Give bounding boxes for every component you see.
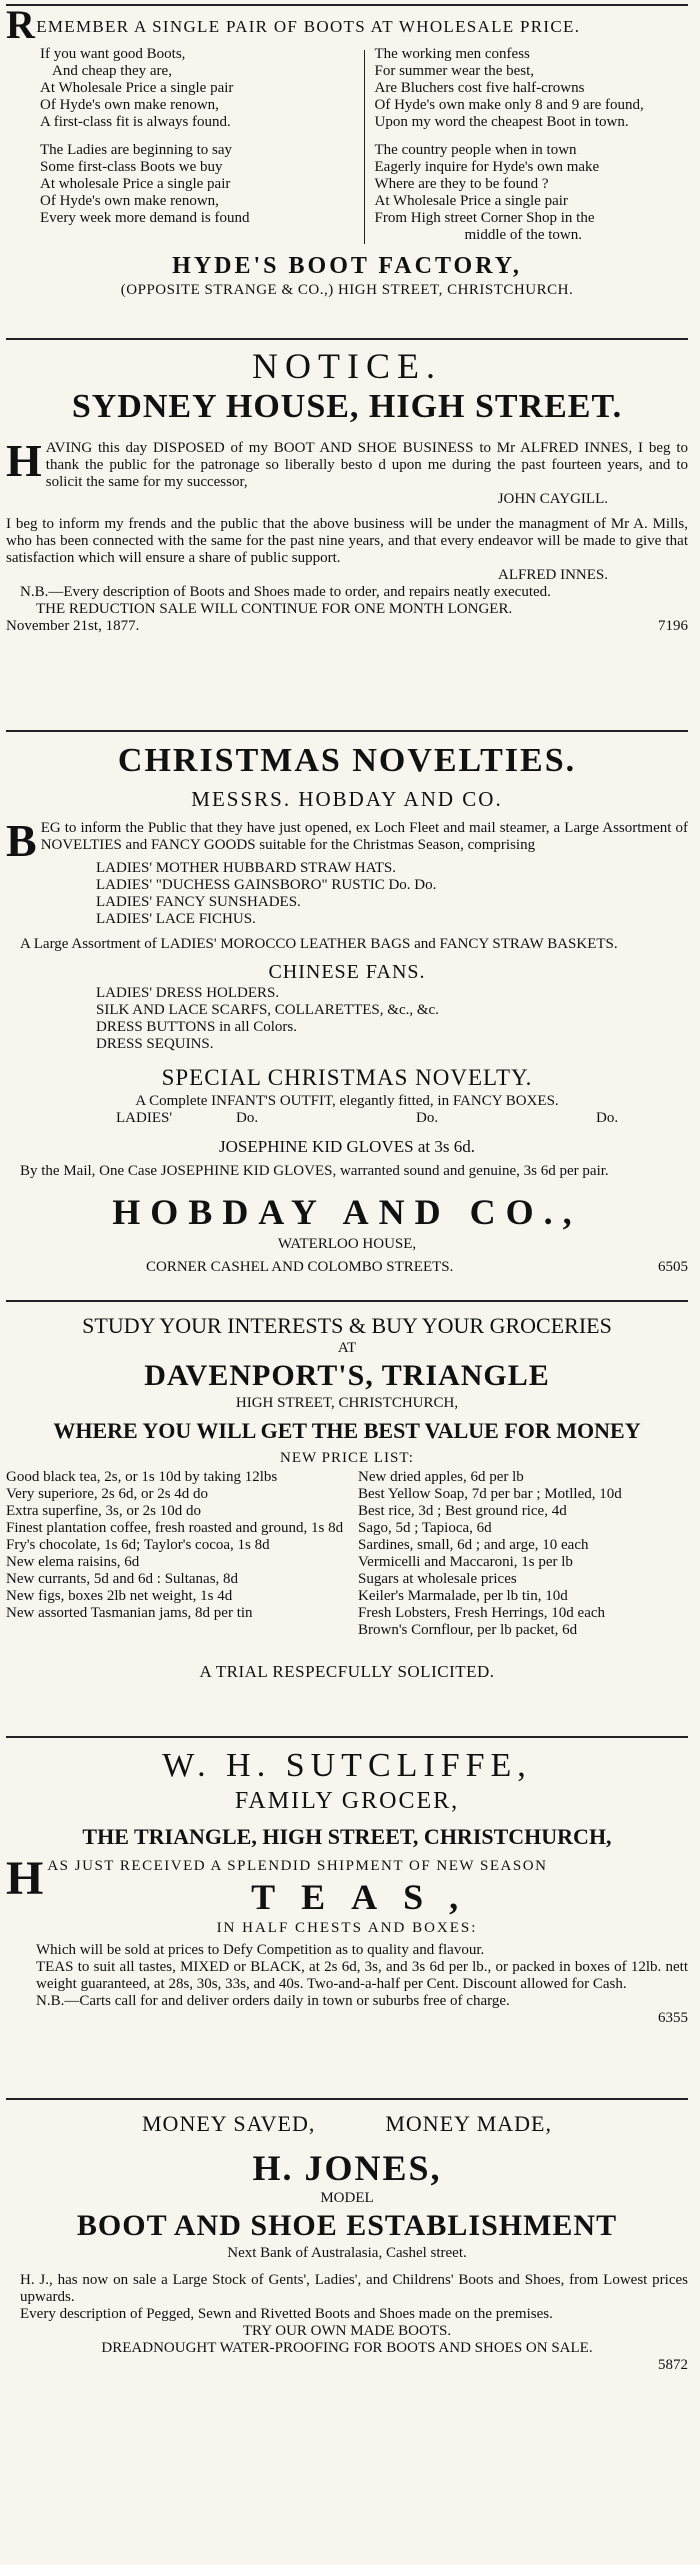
jones-name: H. JONES, [252,2148,442,2188]
price-item: Fresh Lobsters, Fresh Herrings, 10d each [358,1605,606,1621]
sutcliffe-name: W. H. SUTCLIFFE, [162,1747,532,1784]
hyde-poem-left [6,46,354,244]
hyde-poem [6,46,688,244]
price-list-title: NEW PRICE LIST: [280,1450,414,1466]
poem-line: Every week more demand is found [40,210,250,226]
hobday-corner: CORNER CASHEL AND COLOMBO STREETS. [146,1259,454,1275]
sutcliffe-advert [6,1746,688,2027]
ladies-ditto-line [6,1110,688,1127]
sutcliffe-role: FAMILY GROCER, [234,1788,460,1814]
study-headline: STUDY YOUR INTERESTS & BUY YOUR GROCERIES [82,1313,612,1338]
innes-paragraph: I beg to inform my frends and the public that the above business will be under the managment of Mr A. Mills, who has been connected with the same for the past nine years, and that every endeavor will be made to give that satisfaction which will ensure a share of public support. [6,516,688,566]
top-rule [6,4,688,6]
price-item: Best Yellow Soap, 7d per bar ; Motlled, 10d [358,1486,622,1502]
hyde-heading-line [6,2,688,47]
christmas-intro-text: EG to inform the Public that they have just opened, ex Loch Fleet and mail steamer, a Large Assortment of NOVELTIES and FANCY GOODS suitable for the Christmas Season, comprising [40,820,688,853]
poem-line: Where are they to be found ? [374,176,549,192]
christmas-intro [6,815,688,866]
sydney-date: November 21st, 1877. [6,618,140,634]
list-item: DRESS SEQUINS. [96,1036,214,1052]
sutcliffe-ref: 6355 [658,2010,688,2026]
jones-establishment: BOOT AND SHOE ESTABLISHMENT [76,2209,618,2242]
half-chests: IN HALF CHESTS AND BOXES: [216,1920,478,1936]
hyde-dropcap: R [6,2,37,47]
list-item: DRESS BUTTONS in all Colors. [96,1019,297,1035]
hobday-big-name: HOBDAY AND CO., [112,1192,582,1232]
hyde-address: (OPPOSITE STRANGE & CO.,) HIGH STREET, CHRISTCHURCH. [120,282,574,298]
teas-prices: TEAS to suit all tastes, MIXED or BLACK, at 2s 6d, 3s, and 3s 6d per lb., or packed in boxes of 12lb. nett weight guaranteed, at 28s, 30s, 33s, and 40s. Two-and-a-half per Cent. Discount allowed for Cash. [36,1959,688,1992]
price-item: Brown's Cornflour, per lb packet, 6d [358,1622,578,1638]
price-list-gap [346,1469,358,1639]
money-line [6,2110,688,2138]
poem-divider [364,50,365,244]
poem-line: If you want good Boots, [40,46,186,62]
jones-try: TRY OUR OWN MADE BOOTS. [242,2323,452,2339]
sutcliffe-dropcap: H [6,1852,44,1905]
ditto-mark: Do. [236,1110,259,1126]
price-item: Sardines, small, 6d ; and arge, 10 each [358,1537,589,1553]
davenport-street: HIGH STREET, CHRISTCHURCH, [235,1395,459,1411]
jones-advert [6,2110,688,2374]
hobday-ref: 6505 [658,1259,688,1275]
poem-line: Upon my word the cheapest Boot in town. [374,114,629,130]
christmas-dropcap: B [6,815,37,866]
jones-location: Next Bank of Australasia, Cashel street. [227,2245,467,2261]
price-item: New currants, 5d and 6d : Sultanas, 8d [6,1571,239,1587]
price-item: New figs, boxes 2lb net weight, 1s 4d [6,1588,233,1604]
price-item: Very superiore, 2s 6d, or 2s 4d do [6,1486,209,1502]
poem-line: Some first-class Boots we buy [40,159,223,175]
list-item: SILK AND LACE SCARFS, COLLARETTES, &c., &c. [96,1002,439,1018]
price-item: Sago, 5d ; Tapioca, 6d [358,1520,492,1536]
defy-competition: Which will be sold at prices to Defy Competition as to quality and flavour. [36,1942,485,1958]
chinese-fans: CHINESE FANS. [268,961,426,983]
hobday-footer [6,1259,688,1276]
davenport-advert [6,1312,688,1683]
poem-line: The country people when in town [374,142,577,158]
sydney-house-advert [6,346,688,635]
list-item: LADIES' DRESS HOLDERS. [96,985,280,1001]
price-item: Best rice, 3d ; Best ground rice, 4d [358,1503,567,1519]
poem-line: Are Bluchers cost five half-crowns [374,80,585,96]
list-item: LADIES' FANCY SUNSHADES. [96,894,301,910]
price-item: New assorted Tasmanian jams, 8d per tin [6,1605,253,1621]
sydney-nb: N.B.—Every description of Boots and Shoes made to order, and repairs neatly executed. [20,584,551,600]
poem-line: And cheap they are, [52,63,172,79]
poem-line: Eagerly inquire for Hyde's own make [374,159,600,175]
caygill-text: AVING this day DISPOSED of my BOOT AND SHOE BUSINESS to Mr ALFRED INNES, I beg to thank the public for the patronage so liberally besto d upon me during the past fourteen years, and to solicit the same for my successor, [45,440,688,490]
list-item: LADIES' MOTHER HUBBARD STRAW HATS. [96,860,396,876]
poem-line: For summer wear the best, [374,63,535,79]
price-item: New elema raisins, 6d [6,1554,140,1570]
jones-model: MODEL [320,2190,374,2206]
price-item: Extra superfine, 3s, or 2s 10d do [6,1503,201,1519]
hyde-poem-right [375,46,689,244]
jones-description: Every description of Pegged, Sewn and Rivetted Boots and Shoes made on the premises. [20,2306,553,2322]
kid-gloves: JOSEPHINE KID GLOVES at 3s 6d. [219,1137,475,1156]
poem-line: Of Hyde's own make renown, [40,193,219,209]
poem-line: At Wholesale Price a single pair [40,80,234,96]
jones-dreadnought: DREADNOUGHT WATER-PROOFING FOR BOOTS AND SHOES ON SALE. [101,2340,593,2356]
bags-line: A Large Assortment of LADIES' MOROCCO LEATHER BAGS and FANCY STRAW BASKETS. [20,936,618,952]
notice-heading: NOTICE. [252,346,442,386]
poem-line: The Ladies are beginning to say [40,142,233,158]
ditto-mark: Do. [596,1110,619,1126]
poem-line: middle of the town. [464,227,582,243]
mail-gloves: By the Mail, One Case JOSEPHINE KID GLOVES, warranted sound and genuine, 3s 6d per pair. [20,1163,609,1179]
section-rule [6,1736,688,1738]
caygill-signature: JOHN CAYGILL. [497,491,608,507]
sydney-title: SYDNEY HOUSE, HIGH STREET. [71,388,623,425]
davenport-at: AT [337,1340,357,1356]
sydney-footer [6,618,688,635]
received-line [6,1852,688,1918]
money-saved: MONEY SAVED, [142,2111,316,2136]
special-novelty: SPECIAL CHRISTMAS NOVELTY. [161,1065,533,1090]
price-list-left [6,1469,346,1639]
section-rule [6,1300,688,1302]
poem-line: The working men confess [374,46,530,62]
christmas-list-2 [6,985,688,1053]
sutcliffe-address: THE TRIANGLE, HIGH STREET, CHRISTCHURCH, [82,1824,612,1849]
poem-line: Of Hyde's own make only 8 and 9 are found, [374,97,644,113]
price-item: New dried apples, 6d per lb [358,1469,524,1485]
section-rule [6,338,688,340]
infant-outfit: A Complete INFANT'S OUTFIT, elegantly fitted, in FANCY BOXES. [135,1093,559,1109]
poem-line: A first-class fit is always found. [40,114,231,130]
christmas-title: CHRISTMAS NOVELTIES. [117,742,577,779]
best-value: WHERE YOU WILL GET THE BEST VALUE FOR MONEY [53,1418,641,1443]
trial-solicited: A TRIAL RESPECFULLY SOLICITED. [199,1662,495,1681]
poem-line: From High street Corner Shop in the [374,210,595,226]
sydney-ref: 7196 [658,618,688,634]
ditto-mark: Do. [416,1110,439,1126]
hobday-firm: MESSRS. HOBDAY AND CO. [191,787,503,811]
hyde-advert [6,2,688,300]
received-text: AS JUST RECEIVED A SPLENDID SHIPMENT OF NEW SEASON [47,1858,548,1874]
caygill-paragraph [6,435,688,491]
christmas-advert [6,740,688,1276]
section-rule [6,2098,688,2100]
sydney-dropcap: H [6,435,42,486]
poem-line: At Wholesale Price a single pair [374,193,568,209]
list-item: LADIES' "DUCHESS GAINSBORO" RUSTIC Do. Do. [96,877,437,893]
carts-nb: N.B.—Carts call for and deliver orders daily in town or suburbs free of charge. [36,1993,510,2009]
poem-line: At wholesale Price a single pair [40,176,231,192]
price-list-right [358,1469,688,1639]
ladies-label: LADIES' [116,1110,173,1126]
hyde-heading: EMEMBER A SINGLE PAIR OF BOOTS AT WHOLESALE PRICE. [36,17,581,36]
section-rule [6,730,688,732]
price-item: Good black tea, 2s, or 1s 10d by taking 12lbs [6,1469,278,1485]
jones-ref: 5872 [658,2357,688,2373]
hyde-firm-name: HYDE'S BOOT FACTORY, [172,253,522,279]
list-item: LADIES' LACE FICHUS. [96,911,256,927]
waterloo-house: WATERLOO HOUSE, [277,1236,417,1252]
christmas-list-1 [6,860,688,928]
reduction-sale: THE REDUCTION SALE WILL CONTINUE FOR ONE MONTH LONGER. [36,601,513,617]
price-item: Finest plantation coffee, fresh roasted and ground, 1s 8d [6,1520,344,1536]
price-item: Fry's chocolate, 1s 6d; Taylor's cocoa, 1s 8d [6,1537,270,1553]
innes-signature: ALFRED INNES. [497,567,608,583]
davenport-name: DAVENPORT'S, TRIANGLE [144,1359,550,1392]
teas-heading: TEAS, [251,1877,485,1917]
jones-stock: H. J., has now on sale a Large Stock of Gents', Ladies', and Childrens' Boots and Shoes, from Lowest prices upwards. [20,2272,688,2305]
price-item: Keiler's Marmalade, per lb tin, 10d [358,1588,568,1604]
price-item: Vermicelli and Maccaroni, 1s per lb [358,1554,573,1570]
poem-line: Of Hyde's own make renown, [40,97,219,113]
money-made: MONEY MADE, [385,2111,552,2136]
price-item: Sugars at wholesale prices [358,1571,517,1587]
price-list [6,1469,688,1639]
